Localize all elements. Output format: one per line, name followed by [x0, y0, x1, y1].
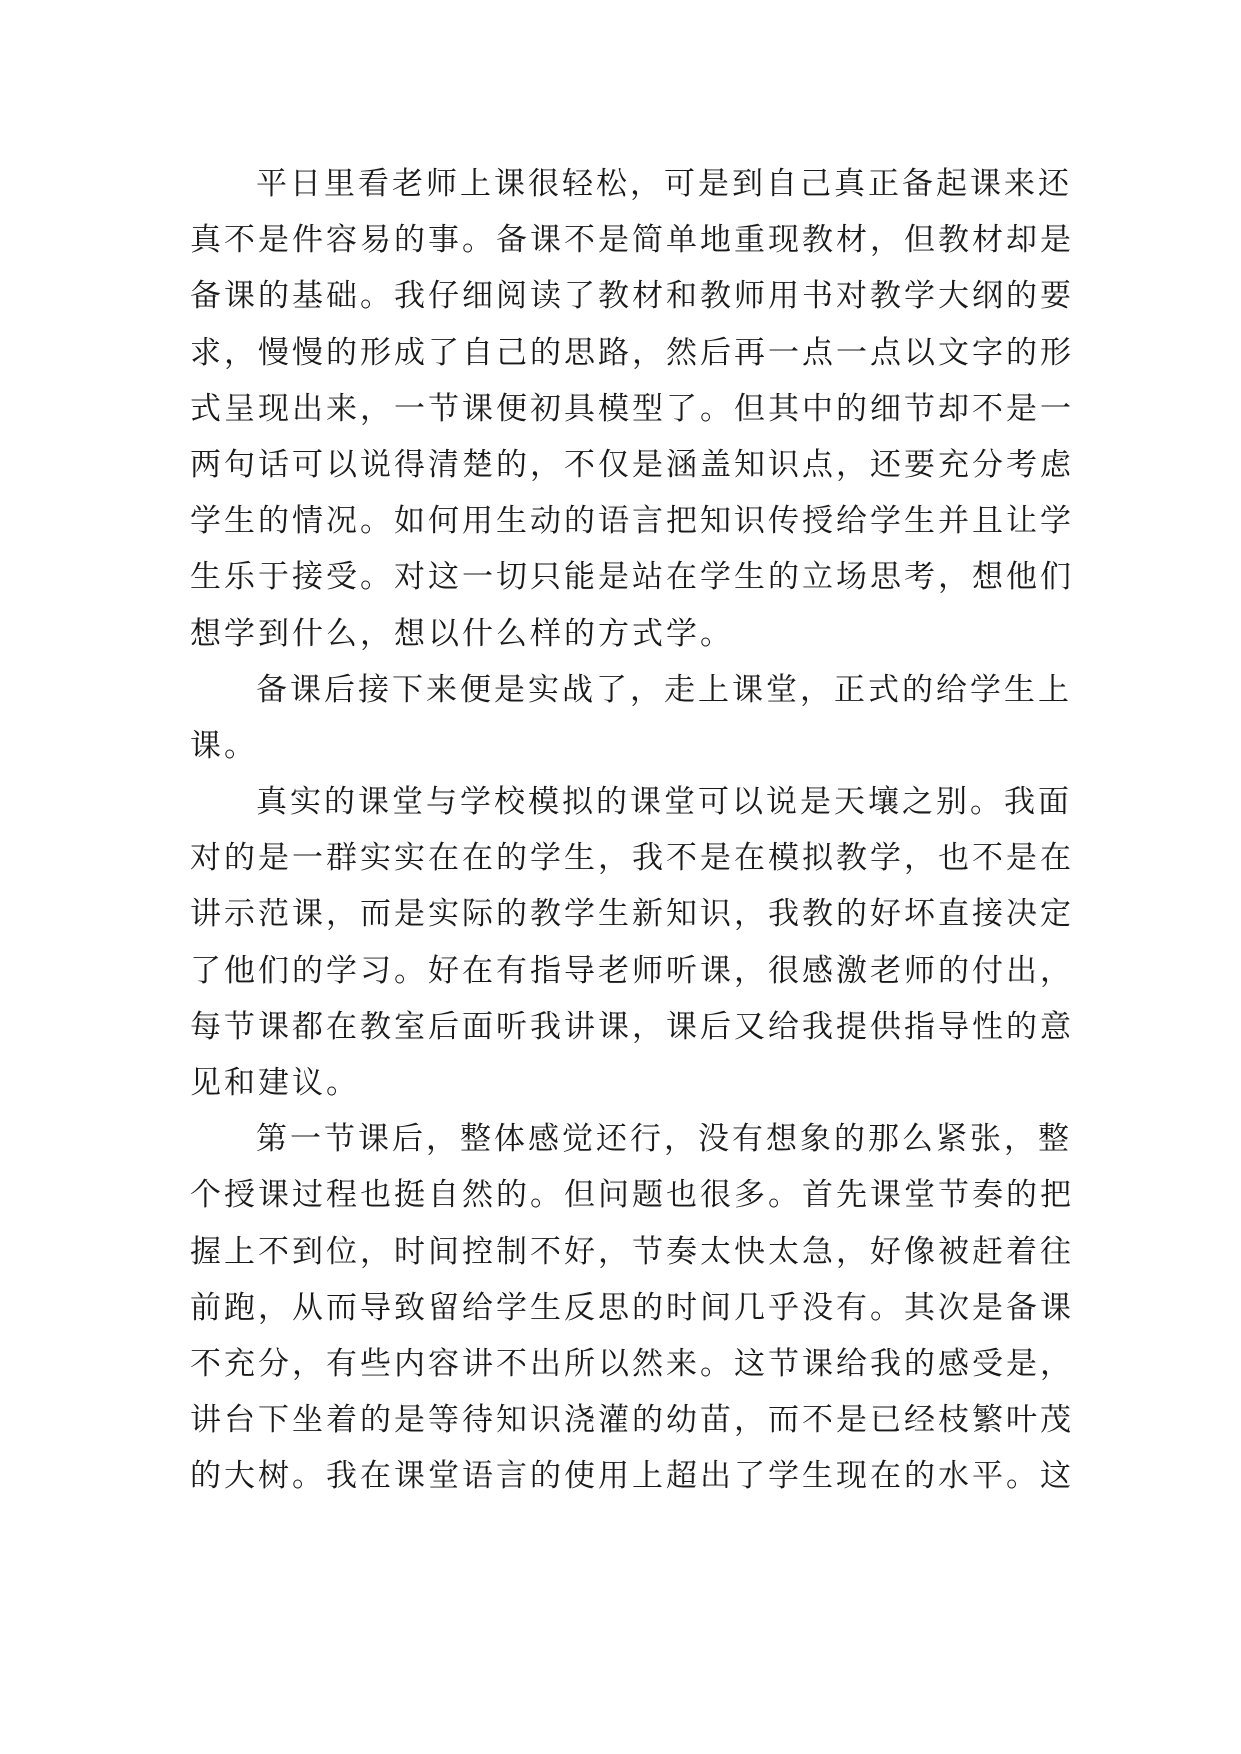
text-line: 每节课都在教室后面听我讲课，课后又给我提供指导性的意: [190, 1008, 1074, 1045]
text-line: 讲示范课，而是实际的教学生新知识，我教的好坏直接决定: [190, 896, 1074, 933]
text-line: 见和建议。: [190, 1065, 360, 1101]
text-line: 讲台下坐着的是等待知识浇灌的幼苗，而不是已经枝繁叶茂: [190, 1402, 1074, 1439]
text-line: 真不是件容易的事。备课不是简单地重现教材，但教材却是: [190, 222, 1074, 259]
text-line: 不充分，有些内容讲不出所以然来。这节课给我的感受是，: [190, 1345, 1074, 1382]
text-line: 个授课过程也挺自然的。但问题也很多。首先课堂节奏的把: [190, 1177, 1074, 1214]
text-line: 备课后接下来便是实战了，走上课堂，正式的给学生上: [256, 671, 1072, 708]
text-line: 备课的基础。我仔细阅读了教材和教师用书对教学大纲的要: [190, 278, 1074, 315]
text-line: 两句话可以说得清楚的，不仅是涵盖知识点，还要充分考虑: [190, 446, 1074, 483]
text-line: 的大树。我在课堂语言的使用上超出了学生现在的水平。这: [190, 1458, 1074, 1495]
paragraph-1: [190, 156, 1074, 662]
text-line: 学生的情况。如何用生动的语言把知识传授给学生并且让学: [190, 503, 1074, 540]
text-line: 生乐于接受。对这一切只能是站在学生的立场思考，想他们: [190, 559, 1074, 596]
text-line: 平日里看老师上课很轻松，可是到自己真正备起课来还: [256, 166, 1072, 202]
text-line: 第一节课后，整体感觉还行，没有想象的那么紧张，整: [256, 1121, 1072, 1158]
text-line: 想学到什么，想以什么样的方式学。: [190, 615, 734, 652]
text-line: 课。: [190, 727, 258, 764]
text-line: 了他们的学习。好在有指导老师听课，很感激老师的付出，: [190, 952, 1074, 989]
paragraph-4: [190, 1111, 1074, 1504]
text-line: 前跑，从而导致留给学生反思的时间几乎没有。其次是备课: [190, 1289, 1074, 1326]
text-line: 式呈现出来，一节课便初具模型了。但其中的细节却不是一: [190, 390, 1074, 427]
text-line: 对的是一群实实在在的学生，我不是在模拟教学，也不是在: [190, 840, 1074, 877]
paragraph-3: [190, 774, 1074, 1111]
text-line: 求，慢慢的形成了自己的思路，然后再一点一点以文字的形: [190, 334, 1074, 371]
paragraph-2: [190, 662, 1072, 774]
document-body: [190, 156, 1074, 1505]
text-line: 真实的课堂与学校模拟的课堂可以说是天壤之别。我面: [256, 784, 1072, 821]
text-line: 握上不到位，时间控制不好，节奏太快太急，好像被赶着往: [190, 1233, 1074, 1270]
